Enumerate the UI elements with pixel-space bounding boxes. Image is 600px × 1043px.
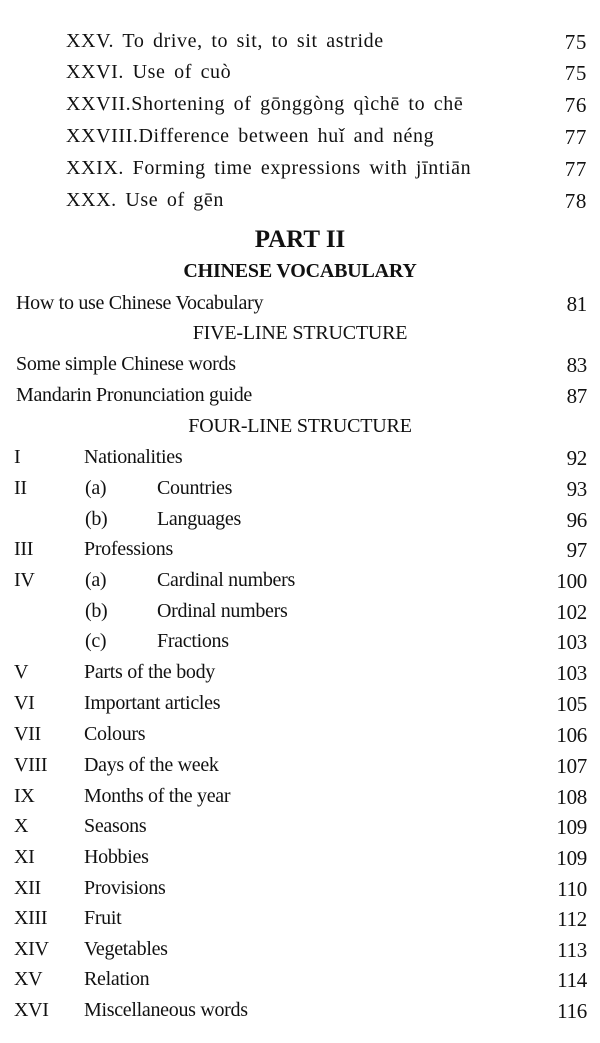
- entry-page: 77: [564, 125, 587, 149]
- entry-roman: VI: [14, 692, 35, 714]
- toc-entry[interactable]: [0, 30, 600, 62]
- entry-letter: (a): [85, 477, 107, 499]
- toc-entry[interactable]: [0, 569, 600, 599]
- entry-page: 107: [556, 754, 587, 778]
- toc-entry[interactable]: [0, 968, 600, 998]
- entry-page: 87: [566, 384, 587, 408]
- entry-title: Provisions: [84, 877, 166, 899]
- entry-title: Nationalities: [84, 446, 183, 468]
- entry-title: Parts of the body: [84, 661, 215, 683]
- entry-title: Ordinal numbers: [157, 600, 288, 622]
- toc-entry[interactable]: [0, 630, 600, 660]
- entry-roman: XVI: [14, 999, 49, 1021]
- entry-title: Miscellaneous words: [84, 999, 248, 1021]
- toc-entry[interactable]: [0, 938, 600, 968]
- entry-page: 92: [566, 446, 587, 470]
- toc-entry[interactable]: [0, 477, 600, 507]
- entry-page: 97: [566, 538, 587, 562]
- toc-entry[interactable]: [0, 999, 600, 1029]
- entry-number: XXX.: [66, 189, 117, 211]
- entry-roman: XII: [14, 877, 41, 899]
- entry-page: 103: [556, 630, 587, 654]
- toc-entry[interactable]: [0, 661, 600, 691]
- entry-letter: (b): [85, 508, 108, 530]
- toc-entry[interactable]: [0, 93, 600, 125]
- entry-roman: XIII: [14, 907, 48, 929]
- toc-entry[interactable]: [0, 907, 600, 937]
- entry-roman: VII: [14, 723, 41, 745]
- section-heading-four-line: FOUR-LINE STRUCTURE: [188, 415, 412, 437]
- entry-page: 116: [557, 999, 587, 1023]
- entry-title: Cardinal numbers: [157, 569, 295, 591]
- entry-page: 100: [556, 569, 587, 593]
- toc-entry[interactable]: [0, 785, 600, 815]
- entry-number: XXVI.: [66, 61, 124, 83]
- entry-page: 76: [564, 93, 587, 117]
- entry-roman: XV: [14, 968, 43, 990]
- entry-roman: III: [14, 538, 34, 560]
- entry-letter: (a): [85, 569, 107, 591]
- entry-title: Difference between huǐ and néng: [138, 125, 435, 147]
- toc-entry[interactable]: [0, 877, 600, 907]
- entry-title: Vegetables: [84, 938, 168, 960]
- entry-title: Hobbies: [84, 846, 149, 868]
- entry-title: How to use Chinese Vocabulary: [16, 292, 264, 314]
- entry-title: Days of the week: [84, 754, 219, 776]
- toc-entry[interactable]: [0, 189, 600, 221]
- entry-page: 93: [566, 477, 587, 501]
- toc-entry[interactable]: [0, 508, 600, 538]
- entry-title: Use of cuò: [132, 61, 232, 83]
- toc-entry[interactable]: [0, 61, 600, 93]
- entry-page: 110: [557, 877, 587, 901]
- toc-entry[interactable]: [0, 538, 600, 568]
- entry-roman: V: [14, 661, 29, 683]
- toc-entry[interactable]: [0, 384, 600, 414]
- toc-entry[interactable]: [0, 125, 600, 157]
- entry-page: 78: [564, 189, 587, 213]
- entry-title: Some simple Chinese words: [16, 353, 236, 375]
- entry-number: XXV.: [66, 30, 115, 52]
- entry-letter: (b): [85, 600, 108, 622]
- entry-page: 112: [557, 907, 587, 931]
- entry-page: 109: [556, 815, 587, 839]
- toc-entry[interactable]: [0, 723, 600, 753]
- entry-page: 81: [566, 292, 587, 316]
- entry-roman: VIII: [14, 754, 48, 776]
- entry-title: Relation: [84, 968, 150, 990]
- entry-title: Languages: [157, 508, 241, 530]
- entry-page: 75: [564, 30, 587, 54]
- toc-entry[interactable]: [0, 446, 600, 476]
- entry-page: 103: [556, 661, 587, 685]
- entry-page: 77: [564, 157, 587, 181]
- entry-roman: XIV: [14, 938, 49, 960]
- entry-title: Professions: [84, 538, 173, 560]
- entry-page: 75: [564, 61, 587, 85]
- entry-title: Months of the year: [84, 785, 231, 807]
- entry-title: Mandarin Pronunciation guide: [16, 384, 252, 406]
- entry-page: 96: [566, 508, 587, 532]
- entry-roman: IX: [14, 785, 35, 807]
- part-title: PART II: [254, 226, 346, 253]
- entry-roman: II: [14, 477, 27, 499]
- entry-page: 109: [556, 846, 587, 870]
- entry-title: Colours: [84, 723, 146, 745]
- toc-entry[interactable]: [0, 600, 600, 630]
- entry-title: Fractions: [157, 630, 229, 652]
- toc-entry-intro[interactable]: [0, 292, 600, 322]
- entry-page: 108: [556, 785, 587, 809]
- entry-number: XXVIII.: [66, 125, 139, 147]
- toc-entry[interactable]: [0, 353, 600, 383]
- entry-title: Fruit: [84, 907, 122, 929]
- entry-roman: X: [14, 815, 29, 837]
- toc-entry[interactable]: [0, 692, 600, 722]
- entry-page: 102: [556, 600, 587, 624]
- entry-page: 105: [556, 692, 587, 716]
- entry-letter: (c): [85, 630, 107, 652]
- entry-title: To drive, to sit, to sit astride: [122, 30, 384, 52]
- entry-number: XXVII.: [66, 93, 132, 115]
- entry-roman: IV: [14, 569, 35, 591]
- entry-page: 106: [556, 723, 587, 747]
- toc-entry[interactable]: [0, 846, 600, 876]
- entry-title: Seasons: [84, 815, 147, 837]
- entry-roman: XI: [14, 846, 35, 868]
- toc-entry[interactable]: [0, 157, 600, 189]
- toc-entry[interactable]: [0, 815, 600, 845]
- entry-page: 83: [566, 353, 587, 377]
- entry-title: Shortening of gōnggòng qìchē to chē: [131, 93, 464, 115]
- toc-entry[interactable]: [0, 754, 600, 784]
- entry-number: XXIX.: [66, 157, 124, 179]
- entry-roman: I: [14, 446, 21, 468]
- entry-title: Countries: [157, 477, 233, 499]
- entry-page: 113: [557, 938, 587, 962]
- entry-page: 114: [557, 968, 587, 992]
- part-subtitle: CHINESE VOCABULARY: [183, 260, 417, 282]
- entry-title: Forming time expressions with jīntiān: [132, 157, 472, 179]
- entry-title: Important articles: [84, 692, 221, 714]
- entry-title: Use of gēn: [125, 189, 224, 211]
- section-heading-five-line: FIVE-LINE STRUCTURE: [192, 322, 408, 344]
